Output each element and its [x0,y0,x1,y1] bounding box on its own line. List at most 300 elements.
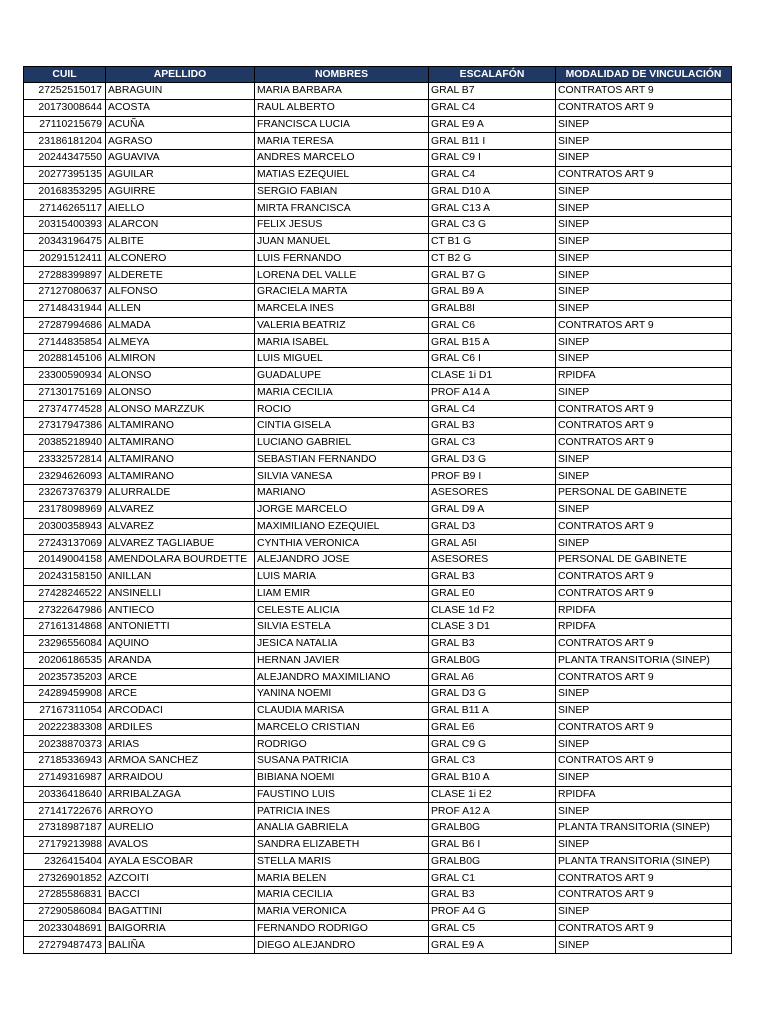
cell-escalafon: CT B1 G [429,233,556,250]
table-row [24,485,732,502]
table-row [24,183,732,200]
cell-modalidad: PERSONAL DE GABINETE [556,552,732,569]
header-cuil: CUIL [24,67,106,83]
cell-escalafon: GRAL B3 [429,568,556,585]
cell-escalafon: GRAL C1 [429,870,556,887]
table-row [24,635,732,652]
cell-cuil: 20288145106 [24,351,106,368]
cell-nombres: RAUL ALBERTO [255,99,429,116]
cell-cuil: 23294626093 [24,468,106,485]
cell-cuil: 27374774528 [24,401,106,418]
cell-cuil: 27317947386 [24,418,106,435]
cell-escalafon: GRAL B3 [429,418,556,435]
cell-apellido: AYALA ESCOBAR [106,853,255,870]
cell-nombres: MARCELO CRISTIAN [255,719,429,736]
table-row [24,937,732,954]
cell-modalidad: RPIDFA [556,619,732,636]
cell-nombres: MARIA BARBARA [255,83,429,100]
table-row [24,351,732,368]
cell-apellido: ALTAMIRANO [106,451,255,468]
cell-cuil: 27318987187 [24,820,106,837]
cell-cuil: 27243137069 [24,535,106,552]
cell-cuil: 23178098969 [24,501,106,518]
cell-nombres: PATRICIA INES [255,803,429,820]
cell-apellido: ALTAMIRANO [106,418,255,435]
cell-apellido: ARANDA [106,652,255,669]
cell-nombres: SEBASTIAN FERNANDO [255,451,429,468]
cell-cuil: 20300358943 [24,518,106,535]
cell-cuil: 27130175169 [24,384,106,401]
cell-escalafon: CLASE 1d F2 [429,602,556,619]
cell-escalafon: GRAL E9 A [429,937,556,954]
cell-modalidad: CONTRATOS ART 9 [556,317,732,334]
table-row [24,903,732,920]
cell-cuil: 20315400393 [24,217,106,234]
cell-escalafon: GRAL C4 [429,99,556,116]
cell-apellido: AGUAVIVA [106,150,255,167]
cell-modalidad: SINEP [556,535,732,552]
cell-apellido: BACCI [106,887,255,904]
cell-escalafon: GRAL B7 G [429,267,556,284]
table-header [24,67,732,83]
cell-apellido: AMENDOLARA BOURDETTE [106,552,255,569]
cell-nombres: JESICA NATALIA [255,635,429,652]
cell-modalidad: PLANTA TRANSITORIA (SINEP) [556,853,732,870]
cell-escalafon: GRAL D3 G [429,451,556,468]
cell-nombres: MARIA CECILIA [255,384,429,401]
cell-modalidad: SINEP [556,937,732,954]
cell-nombres: FRANCISCA LUCIA [255,116,429,133]
cell-cuil: 23267376379 [24,485,106,502]
header-apellido: APELLIDO [106,67,255,83]
table-row [24,284,732,301]
cell-modalidad: SINEP [556,116,732,133]
table-row [24,602,732,619]
cell-apellido: ALVAREZ TAGLIABUE [106,535,255,552]
cell-apellido: ANTIECO [106,602,255,619]
cell-nombres: LORENA DEL VALLE [255,267,429,284]
cell-apellido: ARCE [106,686,255,703]
table-row [24,150,732,167]
cell-escalafon: GRAL C6 I [429,351,556,368]
cell-nombres: GRACIELA MARTA [255,284,429,301]
cell-nombres: SILVIA ESTELA [255,619,429,636]
cell-escalafon: GRAL C4 [429,166,556,183]
cell-escalafon: GRAL D9 A [429,501,556,518]
cell-cuil: 20235735203 [24,669,106,686]
cell-modalidad: CONTRATOS ART 9 [556,83,732,100]
cell-nombres: DIEGO ALEJANDRO [255,937,429,954]
cell-cuil: 27167311054 [24,702,106,719]
table-row [24,300,732,317]
table-row [24,652,732,669]
cell-cuil: 23296556084 [24,635,106,652]
cell-cuil: 27322647986 [24,602,106,619]
cell-cuil: 27287994686 [24,317,106,334]
cell-escalafon: GRAL D3 G [429,686,556,703]
cell-apellido: ALMADA [106,317,255,334]
cell-nombres: MARIA CECILIA [255,887,429,904]
cell-modalidad: RPIDFA [556,786,732,803]
table-row [24,836,732,853]
table-row [24,233,732,250]
cell-modalidad: SINEP [556,468,732,485]
cell-modalidad: PLANTA TRANSITORIA (SINEP) [556,820,732,837]
cell-nombres: STELLA MARIS [255,853,429,870]
cell-nombres: CELESTE ALICIA [255,602,429,619]
cell-apellido: AIELLO [106,200,255,217]
header-modalidad: MODALIDAD DE VINCULACIÓN [556,67,732,83]
cell-escalafon: GRAL C3 [429,434,556,451]
cell-escalafon: CT B2 G [429,250,556,267]
cell-modalidad: SINEP [556,233,732,250]
cell-cuil: 27185336943 [24,753,106,770]
cell-escalafon: GRALB0G [429,853,556,870]
cell-escalafon: GRAL E6 [429,719,556,736]
cell-apellido: ACUÑA [106,116,255,133]
cell-modalidad: SINEP [556,334,732,351]
cell-modalidad: CONTRATOS ART 9 [556,401,732,418]
cell-modalidad: SINEP [556,267,732,284]
cell-escalafon: GRAL B11 I [429,133,556,150]
cell-escalafon: GRAL B3 [429,635,556,652]
table-row [24,250,732,267]
cell-escalafon: GRAL E9 A [429,116,556,133]
cell-apellido: ALURRALDE [106,485,255,502]
cell-modalidad: CONTRATOS ART 9 [556,870,732,887]
cell-cuil: 27279487473 [24,937,106,954]
cell-modalidad: SINEP [556,451,732,468]
cell-cuil: 20244347550 [24,150,106,167]
table-row [24,501,732,518]
cell-nombres: MATIAS EZEQUIEL [255,166,429,183]
cell-modalidad: SINEP [556,150,732,167]
cell-cuil: 27285586831 [24,887,106,904]
cell-nombres: CYNTHIA VERONICA [255,535,429,552]
cell-cuil: 20238870373 [24,736,106,753]
cell-escalafon: PROF B9 I [429,468,556,485]
cell-escalafon: GRAL B11 A [429,702,556,719]
cell-cuil: 20343196475 [24,233,106,250]
cell-apellido: ARIAS [106,736,255,753]
cell-nombres: CLAUDIA MARISA [255,702,429,719]
cell-apellido: ARRAIDOU [106,769,255,786]
cell-modalidad: SINEP [556,351,732,368]
cell-nombres: LIAM EMIR [255,585,429,602]
table-row [24,418,732,435]
cell-cuil: 20222383308 [24,719,106,736]
table-row [24,736,732,753]
table-row [24,535,732,552]
table-row [24,786,732,803]
cell-nombres: MARIA ISABEL [255,334,429,351]
table-row [24,451,732,468]
cell-escalafon: GRAL D3 [429,518,556,535]
table-row [24,803,732,820]
cell-modalidad: SINEP [556,250,732,267]
cell-nombres: RODRIGO [255,736,429,753]
cell-modalidad: SINEP [556,803,732,820]
cell-escalafon: GRAL B10 A [429,769,556,786]
cell-nombres: HERNAN JAVIER [255,652,429,669]
cell-nombres: ALEJANDRO MAXIMILIANO [255,669,429,686]
cell-modalidad: CONTRATOS ART 9 [556,166,732,183]
cell-nombres: MARIA BELEN [255,870,429,887]
cell-modalidad: SINEP [556,686,732,703]
table-row [24,166,732,183]
cell-apellido: ALVAREZ [106,501,255,518]
cell-apellido: ARDILES [106,719,255,736]
cell-cuil: 27149316987 [24,769,106,786]
cell-escalafon: GRAL C3 [429,753,556,770]
cell-cuil: 27110215679 [24,116,106,133]
cell-cuil: 27148431944 [24,300,106,317]
cell-cuil: 20277395135 [24,166,106,183]
cell-cuil: 20336418640 [24,786,106,803]
cell-cuil: 27144835854 [24,334,106,351]
cell-cuil: 20173008644 [24,99,106,116]
cell-nombres: ALEJANDRO JOSE [255,552,429,569]
cell-apellido: ALTAMIRANO [106,434,255,451]
cell-escalafon: GRAL C6 [429,317,556,334]
table-row [24,870,732,887]
cell-apellido: AQUINO [106,635,255,652]
cell-escalafon: GRAL B9 A [429,284,556,301]
table-row [24,518,732,535]
cell-cuil: 24289459908 [24,686,106,703]
table-row [24,719,732,736]
cell-modalidad: SINEP [556,501,732,518]
cell-cuil: 20149004158 [24,552,106,569]
cell-modalidad: SINEP [556,133,732,150]
cell-escalafon: GRAL B6 I [429,836,556,853]
cell-modalidad: SINEP [556,217,732,234]
table-row [24,853,732,870]
cell-escalafon: GRAL E0 [429,585,556,602]
cell-escalafon: ASESORES [429,485,556,502]
table-row [24,568,732,585]
cell-escalafon: GRAL C3 G [429,217,556,234]
table-row [24,920,732,937]
cell-cuil: 27288399897 [24,267,106,284]
cell-cuil: 27252515017 [24,83,106,100]
cell-modalidad: CONTRATOS ART 9 [556,568,732,585]
cell-apellido: ALMIRON [106,351,255,368]
table-row [24,468,732,485]
cell-cuil: 27428246522 [24,585,106,602]
cell-escalafon: ASESORES [429,552,556,569]
cell-apellido: ANILLAN [106,568,255,585]
cell-modalidad: PERSONAL DE GABINETE [556,485,732,502]
cell-nombres: ANDRES MARCELO [255,150,429,167]
cell-modalidad: CONTRATOS ART 9 [556,635,732,652]
table-row [24,702,732,719]
cell-nombres: MAXIMILIANO EZEQUIEL [255,518,429,535]
table-row [24,669,732,686]
cell-modalidad: PLANTA TRANSITORIA (SINEP) [556,652,732,669]
cell-nombres: LUCIANO GABRIEL [255,434,429,451]
table-row [24,367,732,384]
cell-apellido: ARCODACI [106,702,255,719]
table-row [24,769,732,786]
cell-escalafon: GRAL B3 [429,887,556,904]
cell-nombres: ANALIA GABRIELA [255,820,429,837]
table-row [24,753,732,770]
header-nombres: NOMBRES [255,67,429,83]
cell-cuil: 27326901852 [24,870,106,887]
cell-apellido: AGUILAR [106,166,255,183]
cell-nombres: MARCELA INES [255,300,429,317]
cell-cuil: 27179213988 [24,836,106,853]
table-row [24,334,732,351]
cell-nombres: LUIS MARIA [255,568,429,585]
cell-modalidad: CONTRATOS ART 9 [556,920,732,937]
cell-apellido: BAIGORRIA [106,920,255,937]
cell-apellido: BALIÑA [106,937,255,954]
cell-modalidad: CONTRATOS ART 9 [556,99,732,116]
cell-modalidad: CONTRATOS ART 9 [556,719,732,736]
cell-modalidad: SINEP [556,384,732,401]
cell-nombres: LUIS MIGUEL [255,351,429,368]
cell-cuil: 20243158150 [24,568,106,585]
cell-modalidad: RPIDFA [556,367,732,384]
cell-nombres: JUAN MANUEL [255,233,429,250]
cell-nombres: FAUSTINO LUIS [255,786,429,803]
cell-apellido: ARCE [106,669,255,686]
cell-modalidad: SINEP [556,200,732,217]
table-row [24,619,732,636]
employee-table [23,66,732,954]
cell-apellido: ALVAREZ [106,518,255,535]
cell-escalafon: GRAL C9 G [429,736,556,753]
cell-nombres: SERGIO FABIAN [255,183,429,200]
cell-escalafon: GRAL C5 [429,920,556,937]
cell-apellido: AVALOS [106,836,255,853]
cell-cuil: 27146265117 [24,200,106,217]
table-body [24,83,732,954]
cell-apellido: ALDERETE [106,267,255,284]
table-row [24,401,732,418]
cell-apellido: ARMOA SANCHEZ [106,753,255,770]
cell-apellido: ALMEYA [106,334,255,351]
table-row [24,200,732,217]
cell-nombres: ROCIO [255,401,429,418]
cell-modalidad: RPIDFA [556,602,732,619]
cell-escalafon: GRAL D10 A [429,183,556,200]
cell-escalafon: GRALB8I [429,300,556,317]
cell-cuil: 2326415404 [24,853,106,870]
cell-cuil: 27161314868 [24,619,106,636]
cell-nombres: MIRTA FRANCISCA [255,200,429,217]
cell-escalafon: CLASE 1i E2 [429,786,556,803]
cell-apellido: ABRAGUIN [106,83,255,100]
cell-nombres: MARIA VERONICA [255,903,429,920]
cell-nombres: FELIX JESUS [255,217,429,234]
cell-escalafon: GRAL B15 A [429,334,556,351]
cell-nombres: YANINA NOEMI [255,686,429,703]
cell-escalafon: CLASE 1i D1 [429,367,556,384]
cell-apellido: ANTONIETTI [106,619,255,636]
cell-apellido: AZCOITI [106,870,255,887]
cell-modalidad: CONTRATOS ART 9 [556,669,732,686]
cell-cuil: 20168353295 [24,183,106,200]
table-row [24,99,732,116]
header-row [24,67,732,83]
cell-apellido: ALONSO [106,367,255,384]
cell-escalafon: GRAL C13 A [429,200,556,217]
cell-apellido: ANSINELLI [106,585,255,602]
cell-modalidad: SINEP [556,836,732,853]
cell-escalafon: GRAL A5I [429,535,556,552]
cell-modalidad: SINEP [556,702,732,719]
cell-modalidad: CONTRATOS ART 9 [556,887,732,904]
cell-apellido: ALFONSO [106,284,255,301]
cell-modalidad: CONTRATOS ART 9 [556,434,732,451]
table-row [24,686,732,703]
cell-modalidad: SINEP [556,769,732,786]
cell-escalafon: GRAL A6 [429,669,556,686]
cell-apellido: AGUIRRE [106,183,255,200]
cell-nombres: MARIANO [255,485,429,502]
cell-nombres: SILVIA VANESA [255,468,429,485]
cell-apellido: ALLEN [106,300,255,317]
cell-apellido: ACOSTA [106,99,255,116]
cell-apellido: ALBITE [106,233,255,250]
cell-escalafon: GRALB0G [429,652,556,669]
table-row [24,384,732,401]
cell-nombres: GUADALUPE [255,367,429,384]
cell-modalidad: SINEP [556,284,732,301]
cell-cuil: 23332572814 [24,451,106,468]
table-row [24,317,732,334]
cell-cuil: 27127080637 [24,284,106,301]
table-row [24,116,732,133]
cell-apellido: BAGATTINI [106,903,255,920]
cell-nombres: SANDRA ELIZABETH [255,836,429,853]
table-row [24,552,732,569]
cell-cuil: 20291512411 [24,250,106,267]
cell-apellido: AGRASO [106,133,255,150]
cell-escalafon: CLASE 3 D1 [429,619,556,636]
cell-nombres: JORGE MARCELO [255,501,429,518]
cell-escalafon: GRAL C4 [429,401,556,418]
cell-cuil: 20385218940 [24,434,106,451]
cell-apellido: ARRIBALZAGA [106,786,255,803]
cell-modalidad: SINEP [556,736,732,753]
cell-modalidad: CONTRATOS ART 9 [556,518,732,535]
cell-cuil: 20233048691 [24,920,106,937]
cell-escalafon: GRAL C9 I [429,150,556,167]
cell-modalidad: CONTRATOS ART 9 [556,585,732,602]
cell-nombres: CINTIA GISELA [255,418,429,435]
cell-modalidad: SINEP [556,183,732,200]
cell-cuil: 27141722676 [24,803,106,820]
cell-apellido: ALTAMIRANO [106,468,255,485]
table-row [24,434,732,451]
cell-cuil: 20206186535 [24,652,106,669]
cell-apellido: ALCONERO [106,250,255,267]
cell-apellido: ALONSO [106,384,255,401]
cell-apellido: ALONSO MARZZUK [106,401,255,418]
cell-escalafon: PROF A14 A [429,384,556,401]
table-row [24,217,732,234]
cell-modalidad: SINEP [556,903,732,920]
table-row [24,887,732,904]
cell-escalafon: GRAL B7 [429,83,556,100]
cell-modalidad: CONTRATOS ART 9 [556,418,732,435]
cell-cuil: 23300590934 [24,367,106,384]
cell-nombres: SUSANA PATRICIA [255,753,429,770]
